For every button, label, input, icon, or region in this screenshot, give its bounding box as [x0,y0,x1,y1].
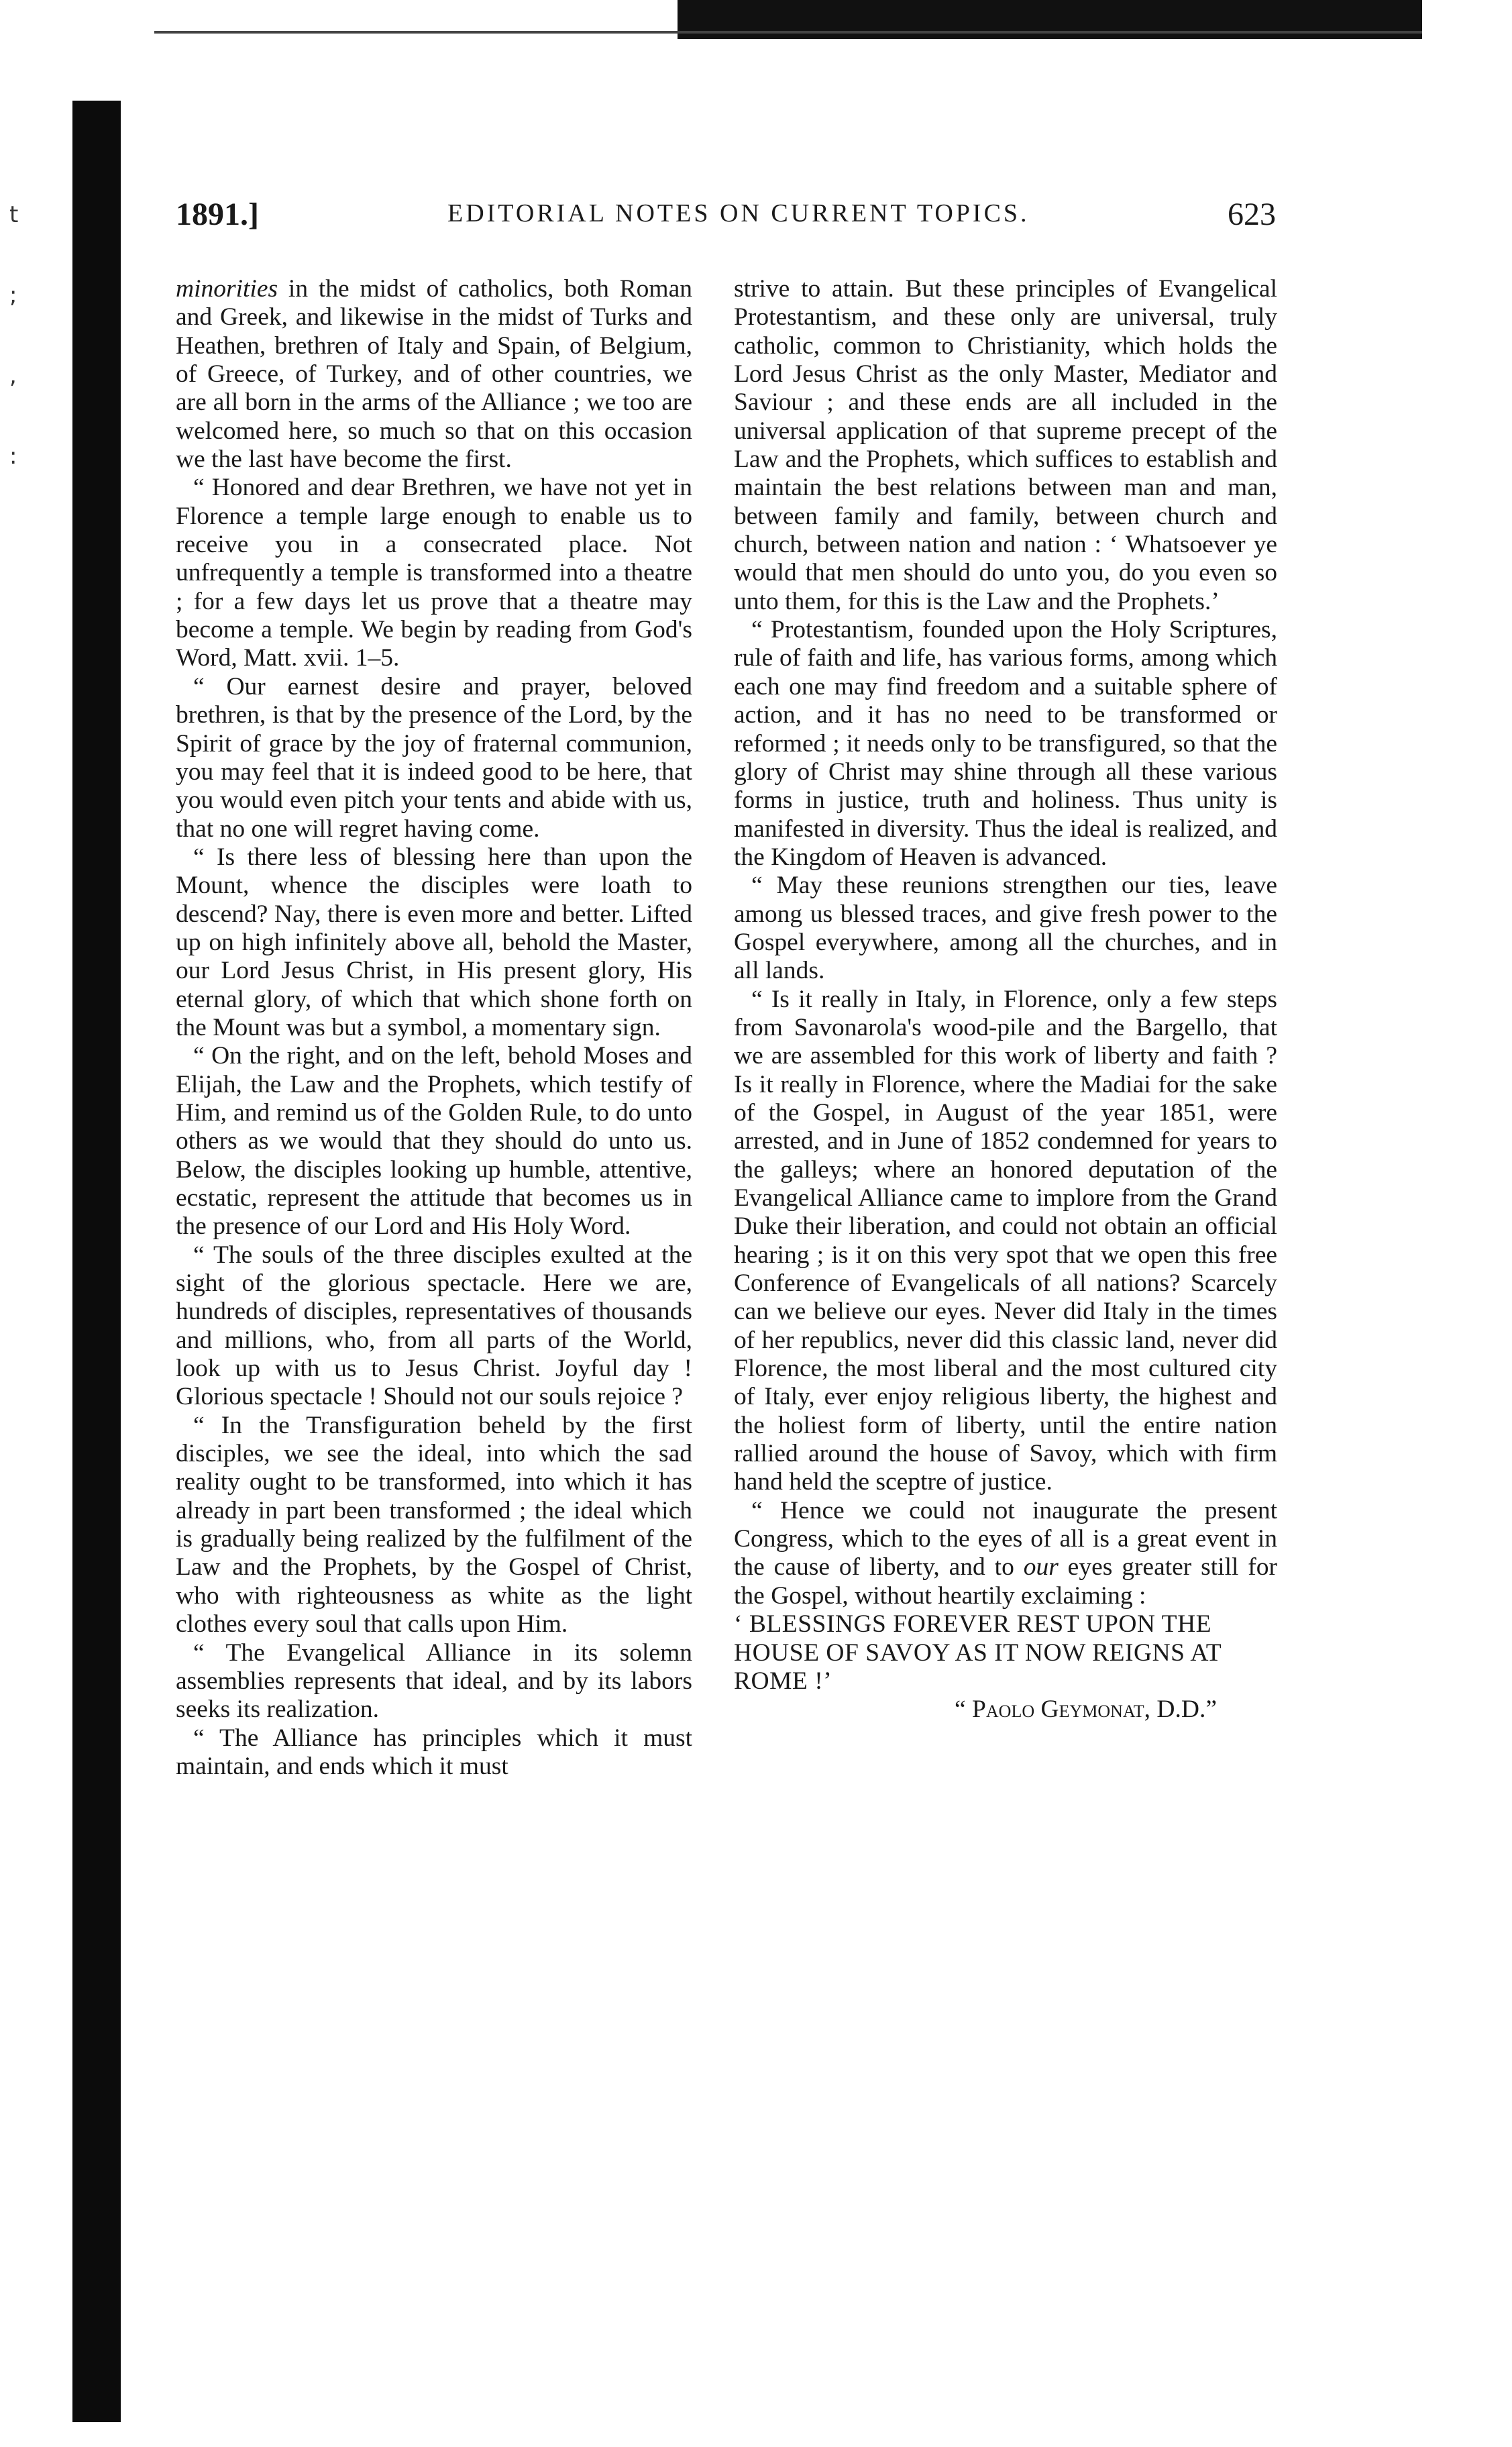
margin-mark: t [9,201,19,228]
paragraph-text: in the midst of catholics, both Roman and Greek, and likewise in the midst of Turks and Heathen, brethren of Italy and Spain, of Belgium, of Greece, of Turkey, and of other countries, we are all born in the arms of the Alliance ; we too are welcomed here, so much so that on this occasion we the last have become the first. [176,275,692,474]
scan-edge-left-binding [72,101,121,2422]
margin-marks [9,201,25,523]
running-head [176,196,1276,236]
paragraph: strive to attain. But these principles of Evangelical Protestantism, and these only are universal, truly catholic, common to Christianity, which holds the Lord Jesus Christ as the only Master, Mediator and Saviour ; and these ends are all included in the universal application of that supreme precept of the Law and the Prophets, which suffices to establish and maintain the best relations between man and man, between family and family, between church and church, between nation and nation : ‘ Whatsoever ye would that men should do unto you, do you even so unto them, for this is the Law and the Prophets.’ [734,275,1277,615]
paragraph: “ The Evangelical Alliance in its solemn assemblies represents that ideal, and by its labors seeks its realization. [176,1638,692,1724]
running-head-year: 1891.] [176,197,259,232]
paragraph: “ May these reunions strengthen our ties, leave among us blessed traces, and give fresh power to the Gospel everywhere, among all the churches, and in all lands. [734,872,1277,985]
paragraph: “ Is there less of blessing here than upon the Mount, whence the disciples were loath to descend? Nay, there is even more and better. Lifted up on high infinitely above all, behold the Master, our Lord Jesus Christ, in His present glory, His eternal glory, of which that which shone forth on the Mount was but a symbol, a momentary sign. [176,843,692,1041]
paragraph: “ The Alliance has principles which it must maintain, and ends which it must [176,1724,692,1780]
margin-mark: ; [9,282,17,309]
margin-mark: : [9,443,17,470]
signature: “ Paolo Geymonat, D.D.” [955,1696,1217,1724]
left-column [176,275,692,1781]
scan-edge-top-rule [154,31,1422,34]
italic-lead-word: minorities [176,275,278,303]
italic-word: our [1023,1553,1059,1581]
right-column [734,275,1277,1724]
paragraph-text: “ Hence we could not inaugurate the present Congress, which to the eyes of all is a great event in the cause of liberty, and to [734,1496,1277,1581]
closing-exclamation: ‘ BLESSINGS FOREVER REST UPON THE HOUSE OF SAVOY AS IT NOW REIGNS AT ROME !’ [734,1610,1222,1695]
paragraph: “ Honored and dear Brethren, we have not yet in Florence a temple large enough to enable us to receive you in a consecrated place. Not unfrequently a temple is transformed into a theatre ; for a few days let us prove that a theatre may become a temple. We begin by reading from God's Word, Matt. xvii. 1–5. [176,474,692,672]
paragraph: “ The souls of the three disciples exulted at the sight of the glorious spectacle. Here we are, hundreds of disciples, representatives of thousands and millions, who, from all parts of the World, look up with us to Jesus Christ. Joyful day ! Glorious spectacle ! Should not our souls rejoice ? [176,1241,692,1411]
paragraph: “ Our earnest desire and prayer, beloved brethren, is that by the presence of the Lord, by the Spirit of grace by the joy of fraternal communion, you may feel that it is indeed good to be here, that you would even pitch your tents and abide with us, that no one will regret having come. [176,672,692,843]
page-number: 623 [1228,197,1276,232]
paragraph [734,1497,1277,1610]
paragraph: “ In the Transfiguration beheld by the first disciples, we see the ideal, into which the sad reality ought to be transformed, into which it has already in part been transformed ; the ideal which is gradually being realized by the fulfilment of the Law and the Prophets, by the Gospel of Christ, who with righteousness as white as the light clothes every soul that calls upon Him. [176,1411,692,1638]
paragraph [176,275,692,474]
paragraph: “ Is it really in Italy, in Florence, only a few steps from Savonarola's wood-pile and the Bargello, that we are assembled for this work of liberty and faith ? Is it really in Florence, where the Madiai for the sake of the Gospel, in August of the year 1851, were arrested, and in June of 1852 condemned for years to the galleys; where an honored deputation of the Evangelical Alliance came to implore from the Grand Duke their liberation, and could not obtain an official hearing ; is it on this very spot that we open this free Conference of Evangelicals of all nations? Scarcely can we believe our eyes. Never did Italy in the times of her republics, never did this classic land, never did Florence, the most liberal and the most cultured city of Italy, ever enjoy religious liberty, the highest and the holiest form of liberty, until the entire nation rallied around the house of Savoy, which with firm hand held the sceptre of justice. [734,985,1277,1496]
paragraph: “ On the right, and on the left, behold Moses and Elijah, the Law and the Prophets, which testify of Him, and remind us of the Golden Rule, to do unto others as we would that they should do unto us. Below, the disciples looking up humble, attentive, ecstatic, represent the attitude that becomes us in the presence of our Lord and His Holy Word. [176,1042,692,1241]
margin-mark: , [9,362,17,389]
paragraph-text: eyes greater still for the Gospel, without heartily exclaiming : [734,1553,1278,1610]
paragraph: “ Protestantism, founded upon the Holy Scriptures, rule of faith and life, has various forms, among which each one may find freedom and a suitable sphere of action, and it has no need to be transformed or reformed ; it needs only to be transfigured, so that the glory of Christ may shine through all these various forms in justice, truth and holiness. Thus unity is manifested in diversity. Thus the ideal is realized, and the Kingdom of Heaven is advanced. [734,616,1277,871]
running-head-title: EDITORIAL NOTES ON CURRENT TOPICS. [447,199,1030,227]
